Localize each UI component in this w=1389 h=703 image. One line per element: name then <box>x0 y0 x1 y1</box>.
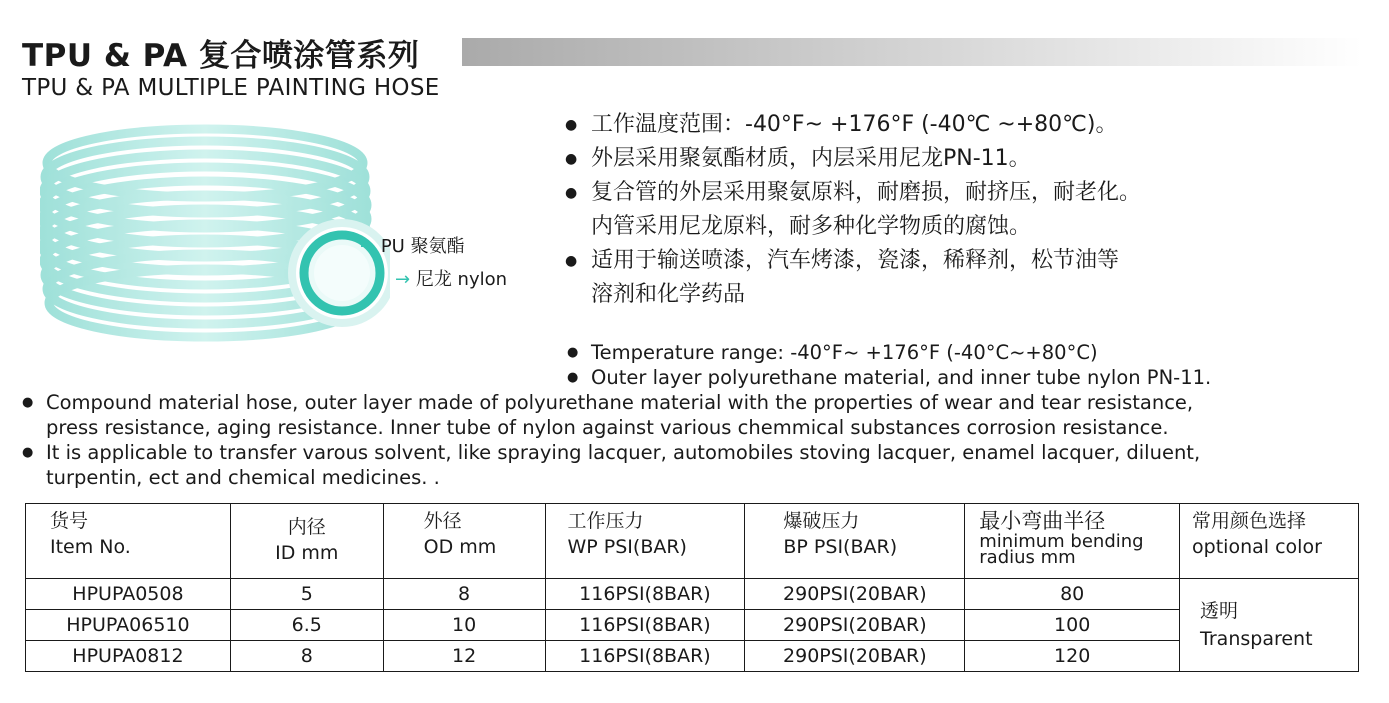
spec-table <box>25 503 1359 672</box>
table-row <box>26 641 1359 672</box>
cell-id: 5 <box>230 579 383 610</box>
cell-wp: 116PSI(8BAR) <box>545 579 745 610</box>
cell-od: 10 <box>383 610 545 641</box>
page-title-zh: TPU & PA 复合喷涂管系列 <box>22 38 420 74</box>
features-en-list-top <box>567 340 1211 390</box>
feature-zh-continuation: 溶剂和化学药品 <box>591 282 746 307</box>
feature-en-item: ● Compound material hose, outer layer made of polyurethane material with the properties of wear and tear resistance, <box>22 390 1362 415</box>
header-bp <box>745 504 965 579</box>
title-gradient-bar <box>462 38 1362 66</box>
cell-od: 12 <box>383 641 545 672</box>
callout-outer-layer <box>360 232 465 258</box>
header-color <box>1180 504 1359 579</box>
header-en: OD mm <box>423 536 497 558</box>
header-en: minimum bending <box>979 531 1144 552</box>
cell-bp: 290PSI(20BAR) <box>745 641 965 672</box>
feature-en-continuation: press resistance, aging resistance. Inner tube of nylon against various chemmical substances corrosion resistance. <box>46 416 1169 439</box>
callout-inner-label: 尼龙 nylon <box>415 269 508 290</box>
feature-zh-item: ● 外层采用聚氨酯材质，内层采用尼龙PN-11。 <box>565 142 1285 176</box>
page-title-en: TPU & PA MULTIPLE PAINTING HOSE <box>22 75 440 101</box>
feature-en-item: ● Outer layer polyurethane material, and inner tube nylon PN-11. <box>567 365 1211 390</box>
feature-en-continuation: turpentin, ect and chemical medicines. . <box>46 466 440 489</box>
header-zh: 工作压力 <box>567 510 644 532</box>
feature-en-item: ● Temperature range: -40°F~ +176°F (-40°C~+80°C) <box>567 340 1211 365</box>
header-zh: 爆破压力 <box>783 510 860 532</box>
header-en: BP PSI(BAR) <box>783 536 898 558</box>
feature-zh-item: ● 复合管的外层采用聚氨原料，耐磨损，耐挤压，耐老化。 <box>565 176 1285 210</box>
header-zh: 最小弯曲半径 <box>979 509 1106 533</box>
header-en: optional color <box>1192 536 1322 558</box>
cell-od: 8 <box>383 579 545 610</box>
cell-item-no: HPUPA0812 <box>26 641 231 672</box>
table-header-row <box>26 504 1359 579</box>
callout-inner-layer <box>395 265 507 291</box>
table-row <box>26 610 1359 641</box>
header-zh: 货号 <box>50 510 89 532</box>
cell-bp: 290PSI(20BAR) <box>745 579 965 610</box>
cell-id: 6.5 <box>230 610 383 641</box>
header-en: radius mm <box>979 547 1076 568</box>
feature-zh-item: ● 适用于输送喷漆，汽车烤漆，瓷漆，稀释剂，松节油等 <box>565 244 1285 278</box>
feature-zh-item: ● 工作温度范围：-40°F~ +176°F (-40℃ ~+80℃)。 <box>565 108 1285 142</box>
feature-zh-continuation: 内管采用尼龙原料，耐多种化学物质的腐蚀。 <box>591 214 1032 239</box>
arrow-icon: → <box>360 236 376 257</box>
header-zh: 外径 <box>423 510 462 532</box>
cell-item-no: HPUPA06510 <box>26 610 231 641</box>
table-row <box>26 579 1359 610</box>
cell-wp: 116PSI(8BAR) <box>545 610 745 641</box>
header-id <box>230 504 383 579</box>
header-zh: 常用颜色选择 <box>1192 510 1307 532</box>
header-wp <box>545 504 745 579</box>
cell-bp: 290PSI(20BAR) <box>745 610 965 641</box>
callout-outer-label: PU 聚氨酯 <box>380 236 465 257</box>
cell-color <box>1180 579 1359 672</box>
feature-en-item: ● It is applicable to transfer varous solvent, like spraying lacquer, automobiles stoving lacquer, enamel lacquer, diluent, <box>22 440 1362 465</box>
header-en: ID mm <box>275 542 339 564</box>
coiled-hose-image <box>40 115 390 365</box>
header-en: WP PSI(BAR) <box>567 536 687 558</box>
cell-bending: 80 <box>965 579 1180 610</box>
arrow-icon: → <box>395 269 411 290</box>
color-en: Transparent <box>1200 628 1313 650</box>
header-bending <box>965 504 1180 579</box>
cell-bending: 120 <box>965 641 1180 672</box>
cell-item-no: HPUPA0508 <box>26 579 231 610</box>
features-en-list-bottom <box>22 390 1362 490</box>
color-zh: 透明 <box>1200 600 1239 622</box>
cell-wp: 116PSI(8BAR) <box>545 641 745 672</box>
cell-bending: 100 <box>965 610 1180 641</box>
header-zh: 内径 <box>287 516 326 538</box>
header-od <box>383 504 545 579</box>
cell-id: 8 <box>230 641 383 672</box>
header-item-no <box>26 504 231 579</box>
header-en: Item No. <box>50 536 131 558</box>
features-zh-list <box>565 108 1285 312</box>
